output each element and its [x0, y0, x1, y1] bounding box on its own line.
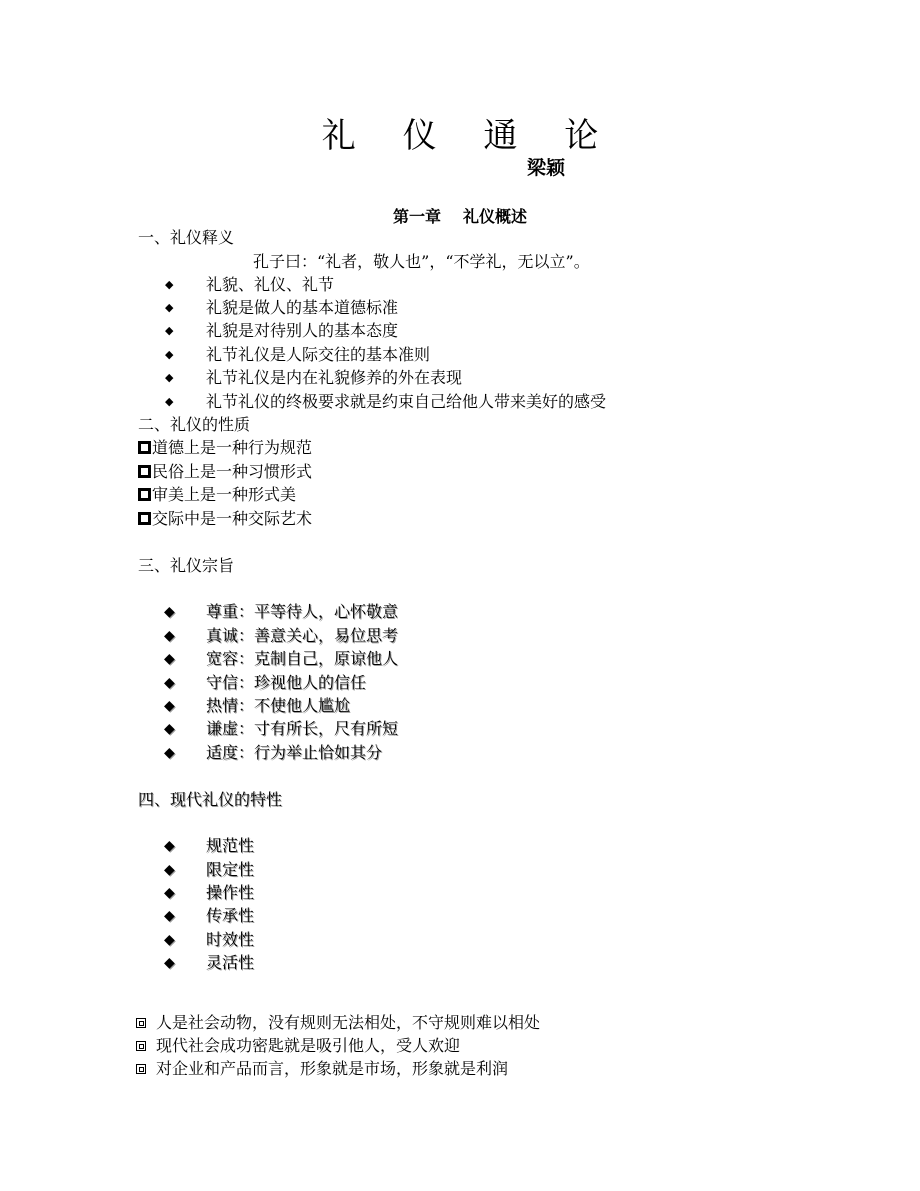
- chapter-name: 礼仪概述: [463, 207, 528, 226]
- chapter-heading: [0, 204, 920, 227]
- section1-item: 礼节礼仪是人际交往的基本准则: [206, 345, 431, 364]
- section2-item: 交际中是一种交际艺术: [138, 509, 312, 529]
- chapter-number: 第一章: [392, 207, 441, 226]
- checkbox-icon: [138, 488, 151, 501]
- section1-item: 礼节礼仪的终极要求就是约束自己给他人带来美好的感受: [206, 392, 607, 411]
- section2-item: 道德上是一种行为规范: [138, 438, 312, 458]
- section2-heading: 二、礼仪的性质: [138, 415, 251, 434]
- closing-item: 现代社会成功密匙就是吸引他人，受人欢迎: [136, 1036, 460, 1056]
- checkbox-icon: [138, 512, 151, 525]
- diamond-bullet-icon: ◆: [165, 278, 174, 291]
- section4-item: 操作性: [206, 883, 255, 902]
- section3-item: 适度：行为举止恰如其分: [206, 743, 383, 762]
- diamond-bullet-icon: ◆: [164, 838, 175, 854]
- section3-item: 真诚：善意关心，易位思考: [206, 626, 399, 645]
- diamond-bullet-icon: ◆: [165, 301, 174, 314]
- section4-item: 传承性: [206, 906, 255, 925]
- section4-item: 时效性: [206, 930, 255, 949]
- section2-item: 民俗上是一种习惯形式: [138, 462, 312, 482]
- diamond-bullet-icon: ◆: [164, 604, 175, 620]
- square-bullet-icon: [136, 1064, 146, 1074]
- diamond-bullet-icon: ◆: [165, 348, 174, 361]
- section3-item: 守信：珍视他人的信任: [206, 673, 367, 692]
- checkbox-icon: [138, 441, 151, 454]
- square-bullet-icon: [136, 1018, 146, 1028]
- square-bullet-icon: [136, 1041, 146, 1051]
- section4-item: 规范性: [206, 836, 255, 855]
- section1-item: 礼貌是对待别人的基本态度: [206, 321, 399, 340]
- diamond-bullet-icon: ◆: [164, 955, 175, 971]
- section3-item: 尊重：平等待人，心怀敬意: [206, 602, 399, 621]
- document-title: 礼 仪 通 论: [321, 116, 617, 156]
- section3-item: 谦虚：寸有所长，尺有所短: [206, 719, 399, 738]
- section4-heading: 四、现代礼仪的特性: [138, 790, 283, 809]
- section2-item: 审美上是一种形式美: [138, 485, 296, 505]
- section1-item: 礼貌、礼仪、礼节: [206, 275, 335, 294]
- diamond-bullet-icon: ◆: [165, 395, 174, 408]
- section3-item: 热情：不使他人尴尬: [206, 696, 351, 715]
- section1-heading: 一、礼仪释义: [138, 228, 235, 247]
- diamond-bullet-icon: ◆: [164, 651, 175, 667]
- diamond-bullet-icon: ◆: [164, 908, 175, 924]
- section4-item: 灵活性: [206, 953, 255, 972]
- diamond-bullet-icon: ◆: [164, 745, 175, 761]
- section3-item: 宽容：克制自己，原谅他人: [206, 649, 399, 668]
- checkbox-icon: [138, 465, 151, 478]
- diamond-bullet-icon: ◆: [164, 862, 175, 878]
- section3-heading: 三、礼仪宗旨: [138, 556, 235, 575]
- section1-quote: 孔子曰：“礼者，敬人也”，“不学礼，无以立”。: [253, 252, 590, 271]
- diamond-bullet-icon: ◆: [164, 885, 175, 901]
- diamond-bullet-icon: ◆: [164, 932, 175, 948]
- section1-item: 礼节礼仪是内在礼貌修养的外在表现: [206, 368, 463, 387]
- diamond-bullet-icon: ◆: [164, 675, 175, 691]
- section4-item: 限定性: [206, 860, 255, 879]
- closing-item: 人是社会动物，没有规则无法相处，不守规则难以相处: [136, 1013, 540, 1033]
- diamond-bullet-icon: ◆: [164, 628, 175, 644]
- author-name: 梁颖: [527, 157, 566, 179]
- closing-item: 对企业和产品而言，形象就是市场，形象就是利润: [136, 1059, 508, 1079]
- diamond-bullet-icon: ◆: [165, 371, 174, 384]
- diamond-bullet-icon: ◆: [164, 698, 175, 714]
- diamond-bullet-icon: ◆: [165, 324, 174, 337]
- section1-item: 礼貌是做人的基本道德标准: [206, 298, 399, 317]
- diamond-bullet-icon: ◆: [164, 721, 175, 737]
